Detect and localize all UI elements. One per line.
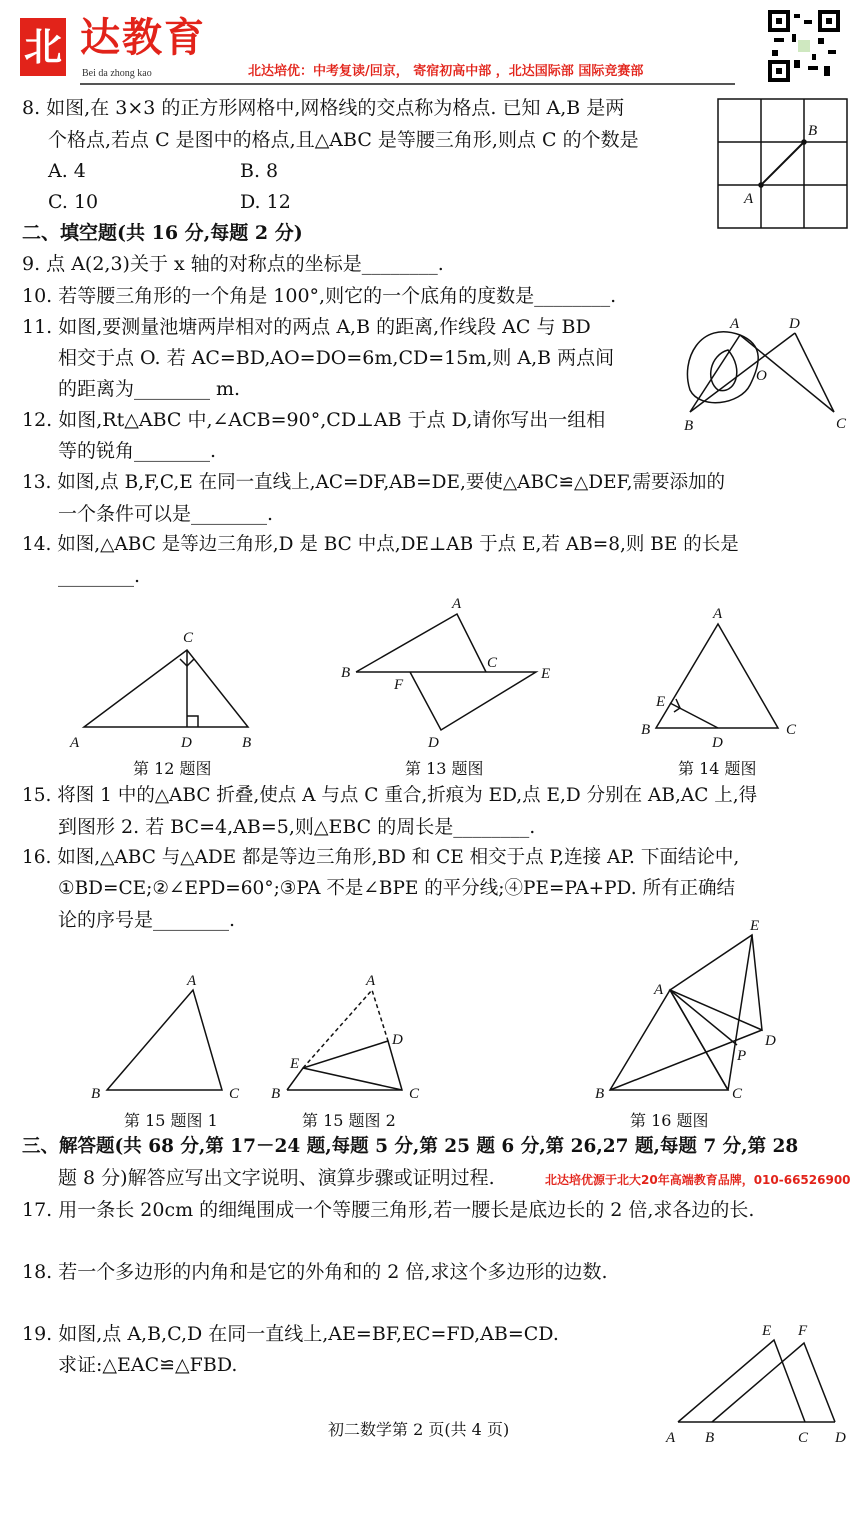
page-footer: 初二数学第 2 页(共 4 页)	[328, 1420, 510, 1439]
q14-line1: 14. 如图,△ABC 是等边三角形,D 是 BC 中点,DE⊥AB 于点 E,若 AB=8,则 BE 的长是	[22, 534, 739, 555]
svg-text:D: D	[789, 316, 800, 332]
logo-mark: 北	[20, 18, 66, 76]
header-slogan: 北达培优：中考复读/回京， 寄宿初高中部 ，北达国际部 国际竞赛部	[248, 64, 644, 79]
caption-q13: 第 13 题图	[405, 759, 484, 778]
figure-q16	[595, 918, 776, 1102]
svg-text:B: B	[341, 665, 351, 681]
svg-text:B: B	[705, 1430, 715, 1446]
svg-text:B: B	[595, 1086, 605, 1102]
svg-text:D: D	[181, 735, 192, 751]
q8-line1: 8. 如图,在 3×3 的正方形网格中,网格线的交点称为格点. 已知 A,B 是两	[22, 97, 625, 119]
q14-line2: ________.	[58, 565, 141, 587]
svg-text:E: E	[541, 666, 551, 682]
q15-line1: 15. 将图 1 中的△ABC 折叠,使点 A 与点 C 重合,折痕为 ED,点 E,D 分别在 AB,AC 上,得	[22, 785, 758, 806]
q10: 10. 若等腰三角形的一个角是 100°,则它的一个底角的度数是________.	[22, 285, 617, 307]
svg-text:D: D	[712, 735, 723, 751]
svg-text:B: B	[91, 1086, 101, 1102]
figure-q19	[665, 1323, 846, 1446]
svg-text:B: B	[242, 735, 252, 751]
q17: 17. 用一条长 20cm 的细绳围成一个等腰三角形,若一腰长是底边长的 2 倍,求各边的长.	[22, 1199, 755, 1221]
caption-q15-fig1: 第 15 题图 1	[124, 1111, 218, 1130]
figure-q15-1	[91, 973, 240, 1102]
caption-q12: 第 12 题图	[133, 759, 212, 778]
svg-text:E: E	[656, 694, 666, 710]
svg-text:A: A	[730, 316, 740, 332]
svg-text:D: D	[428, 735, 439, 751]
q18: 18. 若一个多边形的内角和是它的外角和的 2 倍,求这个多边形的边数.	[22, 1261, 608, 1283]
q16-line3: 论的序号是________.	[58, 909, 236, 931]
q19-line1: 19. 如图,点 A,B,C,D 在同一直线上,AE=BF,EC=FD,AB=CD.	[22, 1323, 559, 1345]
svg-text:D: D	[835, 1430, 846, 1446]
q8-option-d: D. 12	[240, 191, 291, 213]
caption-q15-fig2: 第 15 题图 2	[302, 1111, 396, 1130]
q8-option-c: C. 10	[48, 191, 99, 213]
svg-text:A: A	[452, 596, 462, 612]
svg-text:B: B	[808, 123, 818, 139]
svg-text:O: O	[756, 368, 767, 384]
svg-text:A: A	[713, 606, 723, 622]
q13-line2: 一个条件可以是________.	[58, 503, 274, 525]
svg-text:C: C	[409, 1086, 420, 1102]
svg-text:C: C	[487, 655, 498, 671]
q15-line2: 到图形 2. 若 BC=4,AB=5,则△EBC 的周长是________.	[58, 816, 536, 838]
svg-text:A: A	[666, 1430, 676, 1446]
q16-line2: ①BD=CE;②∠EPD=60°;③PA 不是∠BPE 的平分线;④PE=PA+PD. 所有正确结	[58, 878, 735, 899]
figure-q15-2	[271, 973, 420, 1102]
svg-text:C: C	[798, 1430, 809, 1446]
q11-line1: 11. 如图,要测量池塘两岸相对的两点 A,B 的距离,作线段 AC 与 BD	[22, 316, 591, 338]
svg-text:D: D	[392, 1032, 403, 1048]
svg-text:B: B	[641, 722, 651, 738]
logo-text: 达教育	[80, 14, 206, 61]
figure-q14	[641, 606, 797, 751]
q8-option-b: B. 8	[240, 160, 279, 182]
section-2-heading: 二、填空题(共 16 分,每题 2 分)	[22, 222, 303, 244]
svg-text:E: E	[290, 1056, 300, 1072]
svg-text:D: D	[765, 1033, 776, 1049]
svg-text:C: C	[732, 1086, 743, 1102]
q19-line2: 求证:△EAC≌△FBD.	[58, 1354, 238, 1376]
svg-text:C: C	[229, 1086, 240, 1102]
q11-line3: 的距离为________ m.	[58, 378, 241, 400]
q8-option-a: A. 4	[48, 160, 86, 182]
svg-text:B: B	[271, 1086, 281, 1102]
caption-q14: 第 14 题图	[678, 759, 757, 778]
q12-line2: 等的锐角________.	[58, 440, 217, 462]
q11-line2: 相交于点 O. 若 AC=BD,AO=DO=6m,CD=15m,则 A,B 两点间	[58, 347, 615, 369]
caption-q16: 第 16 题图	[630, 1111, 709, 1130]
q9: 9. 点 A(2,3)关于 x 轴的对称点的坐标是________.	[22, 253, 444, 275]
svg-text:A: A	[366, 973, 376, 989]
svg-text:A: A	[654, 982, 664, 998]
q16-line1: 16. 如图,△ABC 与△ADE 都是等边三角形,BD 和 CE 相交于点 P,连接 AP. 下面结论中,	[22, 847, 740, 868]
svg-text:C: C	[183, 630, 194, 646]
svg-text:F: F	[394, 677, 404, 693]
q13-line1: 13. 如图,点 B,F,C,E 在同一直线上,AC=DF,AB=DE,要使△ABC≌△DEF,需要添加的	[22, 472, 725, 493]
section-3-heading: 三、解答题(共 68 分,第 17－24 题,每题 5 分,第 25 题 6 分,第 26,27 题,每题 7 分,第 28	[22, 1136, 799, 1157]
svg-text:A: A	[70, 735, 80, 751]
svg-text:C: C	[836, 416, 847, 432]
figure-q8-grid	[718, 99, 847, 228]
svg-text:B: B	[684, 418, 694, 434]
svg-text:E: E	[750, 918, 760, 934]
q12-line1: 12. 如图,Rt△ABC 中,∠ACB=90°,CD⊥AB 于点 D,请你写出一组相	[22, 409, 606, 431]
figure-q11	[684, 316, 847, 434]
figure-q13	[341, 596, 550, 751]
svg-text:C: C	[786, 722, 797, 738]
svg-text:F: F	[798, 1323, 808, 1339]
watermark-overlay: 北达培优源于北大20年高端教育品牌，010-66526900	[545, 1173, 851, 1187]
svg-text:E: E	[762, 1323, 772, 1339]
logo-subtitle: Bei da zhong kao	[82, 68, 152, 79]
svg-text:A: A	[744, 191, 754, 207]
svg-text:P: P	[737, 1048, 747, 1064]
section-3-heading-line2: 题 8 分)解答应写出文字说明、演算步骤或证明过程.	[58, 1167, 495, 1189]
figure-q12	[69, 630, 251, 751]
q8-line2: 个格点,若点 C 是图中的格点,且△ABC 是等腰三角形,则点 C 的个数是	[48, 129, 639, 151]
svg-text:A: A	[187, 973, 197, 989]
